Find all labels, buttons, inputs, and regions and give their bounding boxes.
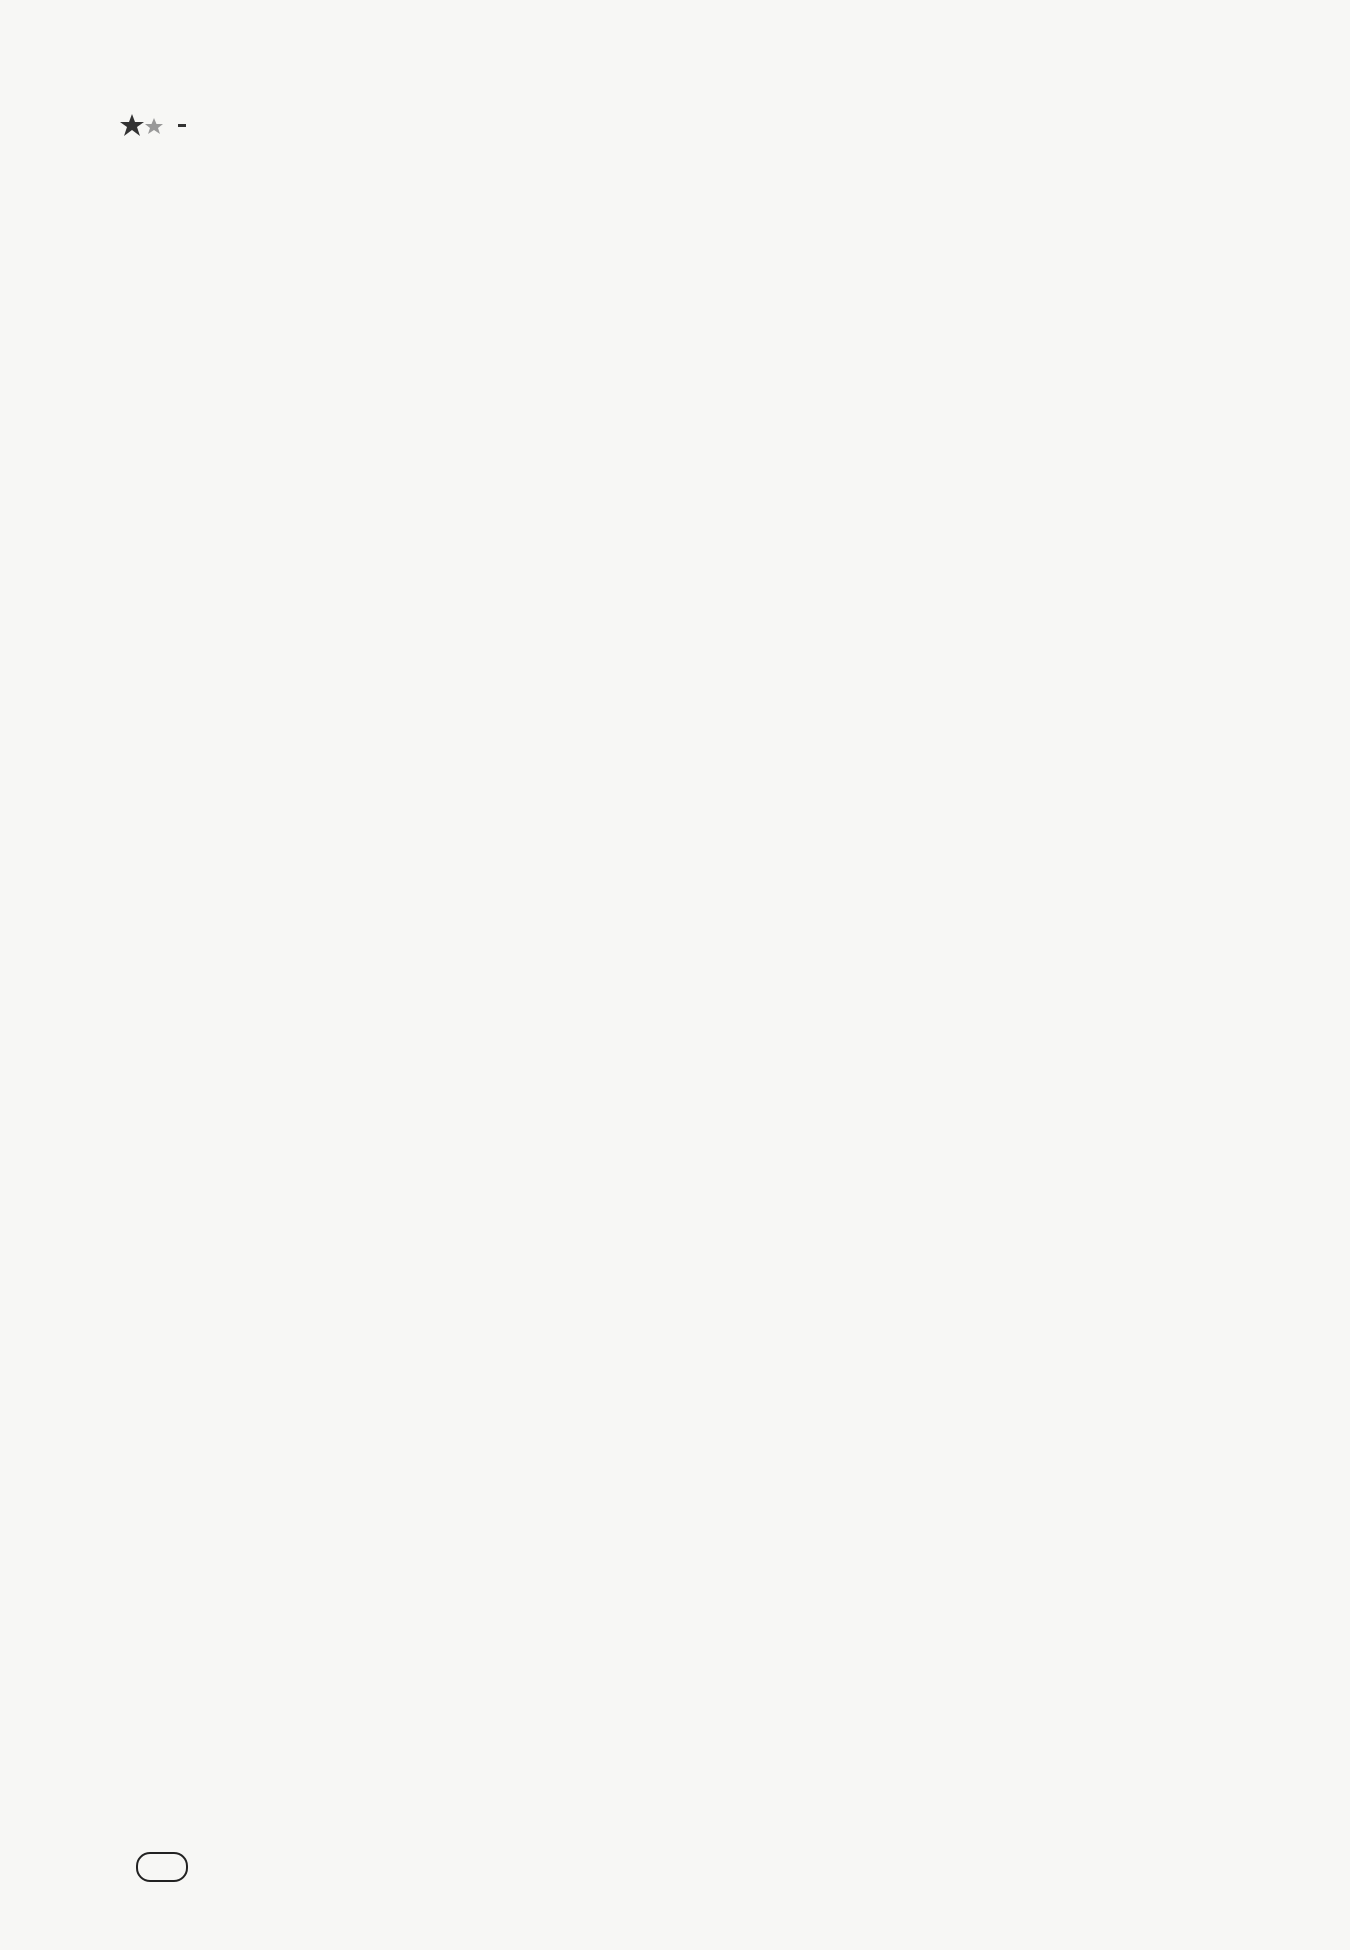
page-footer bbox=[118, 1852, 196, 1882]
publisher-logo bbox=[136, 1852, 188, 1882]
stars-icon bbox=[118, 106, 178, 142]
section-header bbox=[118, 100, 1272, 148]
section-title bbox=[178, 122, 186, 127]
